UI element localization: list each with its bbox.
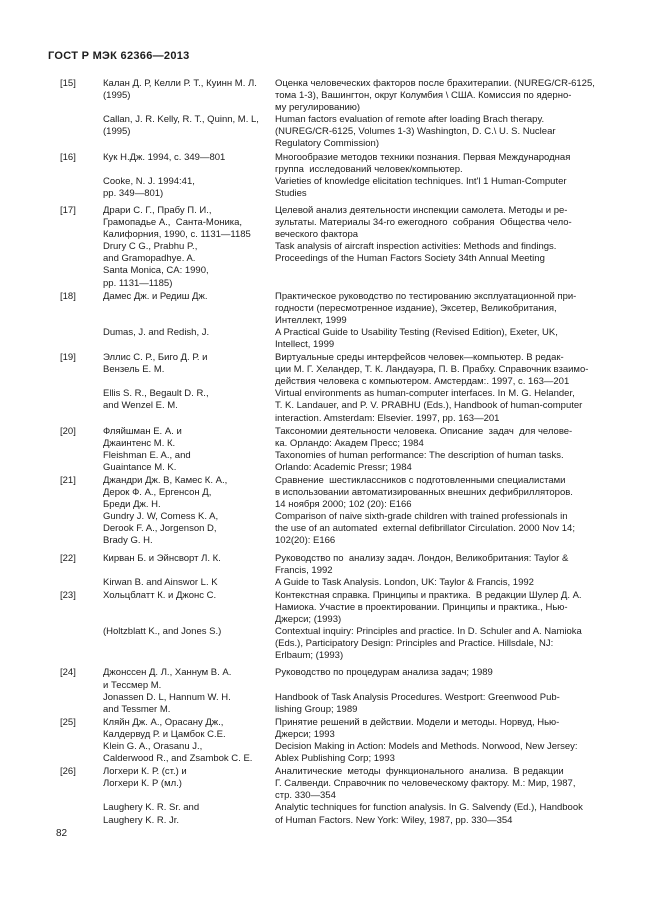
text-line: Studies — [275, 187, 307, 199]
text-line: Целевой анализ деятельности инспекции самолета. Методы и ре- — [275, 204, 568, 216]
text-line — [103, 376, 275, 388]
text-line — [103, 102, 275, 114]
text-line: в использовании автоматизированных внешних дефибрилляторов. — [275, 487, 573, 499]
text-line: [23] — [60, 589, 76, 601]
text-line: Decision Making in Action: Models and Methods. Norwood, New Jersey: — [275, 740, 578, 752]
text-line: Руководство по процедурам анализа задач; 1989 — [275, 667, 493, 679]
text-line: Orlando: Academic Pressr; 1984 — [275, 461, 412, 473]
text-line: Gundry J. W, Comess K. A, — [103, 511, 219, 523]
text-line: [17] — [60, 204, 76, 216]
reference-authors — [103, 667, 275, 715]
text-line: [20] — [60, 425, 76, 437]
reference-number — [60, 205, 103, 217]
text-line: Калан Д. Р, Келли Р. Т., Куинн М. Л. — [103, 78, 257, 89]
text-line: Многообразие методов техники познания. Первая Международная — [275, 151, 571, 163]
text-line: Сравнение шестиклассников с подготовленными специалистами — [275, 475, 566, 486]
text-line: Analytic techniques for function analysis. In G. Salvendy (Ed.), Handbook — [275, 802, 583, 814]
text-line: Джонссен Д. Л., Ханнум В. А. — [103, 667, 232, 679]
text-line: (Eds.), Participatory Design: Principles and Practice. Hillsdale, NJ: — [275, 638, 554, 650]
text-line: [21] — [60, 475, 76, 486]
text-line: Джаинтенс М. К. — [103, 437, 176, 449]
text-line: Эллис С. Р., Биго Д. Р. и — [103, 352, 208, 364]
text-line: Хольцблатт К. и Джонс С. — [103, 589, 217, 601]
text-line: Контекстная справка. Принципы и практика. В редакции Шулер Д. А. — [275, 589, 582, 601]
text-line: Г. Салвенди. Справочник по человеческому фактору. М.: Мир, 1987, — [275, 778, 576, 790]
text-line: Proceedings of the Human Factors Society 34th Annual Meeting — [275, 253, 545, 265]
text-line: 14 ноября 2000; 102 (20): E166 — [275, 499, 412, 511]
reference-authors — [103, 553, 275, 589]
text-line: Derook F. A., Jorgenson D, — [103, 523, 217, 535]
text-line — [103, 164, 275, 176]
text-line: A Practical Guide to Usability Testing (Revised Edition), Exeter, UK, — [275, 326, 558, 338]
text-line: Практическое руководство по тестированию эксплуатационной при- — [275, 290, 577, 302]
reference-description — [275, 475, 610, 548]
reference-description — [275, 205, 610, 265]
text-line — [103, 614, 275, 626]
text-line: T. K. Landauer, and P. V. PRABHU (Eds.), Handbook of human-computer — [275, 400, 583, 412]
text-line: Regulatory Commission) — [275, 138, 380, 150]
text-line: Таксономии деятельности человека. Описание задач для челове- — [275, 425, 573, 437]
reference-description — [275, 667, 610, 715]
text-line: Human factors evaluation of remote after loading Brach therapy. — [275, 114, 545, 126]
text-line: (NUREG/CR-6125, Volumes 1-3) Washington, D. C.\ U. S. Nuclear — [275, 126, 556, 138]
reference-row — [60, 205, 610, 290]
text-line: Кук Н.Дж. 1994, с. 349—801 — [103, 151, 226, 163]
reference-authors — [103, 717, 275, 765]
text-line: Handbook of Task Analysis Procedures. Westport: Greenwood Pub- — [275, 691, 560, 703]
reference-row — [60, 590, 610, 663]
text-line: Jonassen D. L, Hannum W. H. — [103, 691, 231, 703]
reference-authors — [103, 152, 275, 200]
text-line: Kirwan B. and Ainswor L. K — [103, 576, 218, 588]
text-line: Cooke, N. J. 1994:41, — [103, 175, 195, 187]
page-number: 82 — [56, 828, 68, 839]
text-line: Принятие решений в действии. Модели и методы. Норвуд, Нью- — [275, 716, 560, 728]
reference-description — [275, 590, 610, 663]
reference-row — [60, 352, 610, 425]
text-line: Бреди Дж. Н. — [103, 499, 161, 511]
reference-row — [60, 78, 610, 151]
text-line: Дерок Ф. А., Ергенсон Д, — [103, 487, 212, 499]
text-line: [25] — [60, 716, 76, 728]
text-line: Калифорния, 1990, с. 1131—1185 — [103, 229, 251, 241]
text-line — [103, 602, 275, 614]
text-line: and Wenzel E. M. — [103, 400, 178, 412]
reference-row — [60, 426, 610, 474]
text-line: Fleishman E. A., and — [103, 449, 191, 461]
text-line: 102(20): E166 — [275, 535, 336, 547]
text-line: Кляйн Дж. А., Орасану Дж., — [103, 716, 224, 728]
text-line: Намиока. Участие в проектировании. Принципы и практика., Нью- — [275, 601, 568, 613]
text-line: Ellis S. R., Begault D. R., — [103, 388, 209, 400]
text-line: pp. 349—801) — [103, 187, 164, 199]
text-line: Джерси; (1993) — [275, 614, 342, 626]
text-line — [103, 790, 275, 802]
reference-description — [275, 78, 610, 151]
text-line: стр. 330—354 — [275, 790, 336, 802]
text-line: Ablex Publishing Corp; 1993 — [275, 753, 395, 765]
reference-number — [60, 475, 103, 487]
text-line: Кирван Б. и Эйнсворт Л. К. — [103, 552, 221, 564]
references-list — [60, 78, 610, 828]
text-line: of Human Factors. New York: Wiley, 1987, pp. 330—354 — [275, 814, 513, 826]
text-line: тома 1-3), Вашингтон, округ Колумбия \ США. Комиссия по ядерно- — [275, 90, 572, 102]
text-line: and Tessmer M. — [103, 703, 171, 715]
reference-row — [60, 475, 610, 548]
text-line: Дамес Дж. и Редиш Дж. — [103, 290, 208, 302]
text-line: [16] — [60, 151, 76, 163]
text-line: pp. 1131—1185) — [103, 277, 173, 289]
text-line: [18] — [60, 290, 76, 302]
text-line: зультаты. Материалы 34-го ежегодного собрания Общества чело- — [275, 217, 572, 229]
reference-description — [275, 426, 610, 474]
text-line: A Guide to Task Analysis. London, UK: Taylor & Francis, 1992 — [275, 576, 534, 588]
text-line: [15] — [60, 78, 76, 89]
reference-authors — [103, 291, 275, 339]
reference-authors — [103, 475, 275, 548]
text-line: Task analysis of aircraft inspection activities: Methods and findings. — [275, 241, 557, 253]
text-line: Santa Monica, CA: 1990, — [103, 265, 209, 277]
text-line — [103, 315, 275, 327]
text-line: (1995) — [103, 90, 131, 102]
text-line: Грамопадье А., Санта-Моника, — [103, 217, 243, 229]
text-line: и Тессмер М. — [103, 679, 162, 691]
text-line: Руководство по анализу задач. Лондон, Великобритания: Taylor & — [275, 552, 569, 564]
text-line: [24] — [60, 667, 76, 679]
text-line: Джандри Дж. В, Камес К. А., — [103, 475, 228, 486]
reference-number — [60, 352, 103, 364]
text-line: Virtual environments as human-computer interfaces. In M. G. Helander, — [275, 388, 575, 400]
text-line: [22] — [60, 552, 76, 564]
text-line — [275, 680, 610, 692]
reference-row — [60, 667, 610, 715]
text-line: Taxonomies of human performance: The description of human tasks. — [275, 449, 564, 461]
document-header: ГОСТ Р МЭК 62366—2013 — [48, 50, 190, 62]
reference-description — [275, 766, 610, 826]
reference-authors — [103, 205, 275, 290]
text-line: Drury C G., Prabhu P., — [103, 241, 198, 253]
text-line: Аналитические методы функционального анализа. В редакции — [275, 766, 564, 778]
text-line: Логхери К. Р (мл.) — [103, 778, 182, 790]
text-line: interaction. Amsterdam: Elsevier. 1997, pp. 163—201 — [275, 412, 500, 424]
text-line: Erlbaum; (1993) — [275, 650, 344, 662]
text-line: and Gramopadhye. A. — [103, 253, 196, 265]
reference-row — [60, 152, 610, 200]
text-line: Klein G. A., Orasanu J., — [103, 740, 203, 752]
text-line: Интеллект, 1999 — [275, 314, 347, 326]
text-line: (1995) — [103, 126, 131, 138]
text-line: Фляйшман Е. А. и — [103, 425, 182, 437]
text-line: the use of an automated external defibrillator Circulation. 2000 Nov 14; — [275, 523, 575, 535]
reference-authors — [103, 352, 275, 412]
text-line: Francis, 1992 — [275, 564, 333, 576]
reference-number — [60, 667, 103, 679]
text-line: ка. Орландо: Академ Пресс; 1984 — [275, 437, 424, 449]
text-line: действия человека с компьютером. Амстердам:. 1997, с. 163—201 — [275, 376, 570, 388]
reference-number — [60, 717, 103, 729]
text-line: Логхери К. Р. (ст.) и — [103, 766, 187, 778]
reference-number — [60, 590, 103, 602]
text-line: Calderwood R., and Zsambok C. E. — [103, 753, 253, 765]
text-line: [19] — [60, 352, 76, 364]
text-line: lishing Group; 1989 — [275, 703, 358, 715]
reference-row — [60, 553, 610, 589]
reference-number — [60, 78, 103, 90]
text-line: Джерси; 1993 — [275, 728, 335, 740]
reference-number — [60, 426, 103, 438]
text-line: Вензель Е. М. — [103, 364, 165, 376]
reference-description — [275, 717, 610, 765]
text-line: Brady G. H. — [103, 535, 153, 547]
reference-number — [60, 766, 103, 778]
text-line — [103, 303, 275, 315]
reference-description — [275, 291, 610, 351]
text-line: Contextual inquiry: Principles and practice. In D. Schuler and A. Namioka — [275, 626, 582, 638]
text-line: годности (пересмотренное издание), Эксетер, Великобритания, — [275, 302, 557, 314]
reference-description — [275, 553, 610, 589]
reference-description — [275, 352, 610, 425]
text-line: Калдервуд Р. и Цамбок С.Е. — [103, 728, 226, 740]
text-line: Callan, J. R. Kelly, R. T., Quinn, M. L, — [103, 114, 259, 126]
reference-authors — [103, 590, 275, 638]
text-line: (Holtzblatt K., and Jones S.) — [103, 626, 222, 638]
text-line: [26] — [60, 766, 76, 778]
text-line: Comparison of naive sixth-grade children with trained professionals in — [275, 511, 568, 523]
text-line: веческого фактора — [275, 229, 359, 241]
reference-description — [275, 152, 610, 200]
text-line: му регулированию) — [275, 102, 361, 114]
text-line: группа исследований человек/компьютер. — [275, 163, 463, 175]
reference-row — [60, 291, 610, 351]
reference-authors — [103, 766, 275, 826]
text-line: Guaintance M. K. — [103, 461, 177, 473]
text-line: Intellect, 1999 — [275, 338, 335, 350]
reference-row — [60, 717, 610, 765]
text-line: Laughery K. R. Jr. — [103, 814, 180, 826]
reference-authors — [103, 78, 275, 138]
text-line: Laughery K. R. Sr. and — [103, 802, 200, 814]
text-line: Dumas, J. and Redish, J. — [103, 326, 210, 338]
text-line: Виртуальные среды интерфейсов человек—компьютер. В редак- — [275, 352, 564, 364]
reference-number — [60, 553, 103, 565]
reference-number — [60, 291, 103, 303]
text-line: Varieties of knowledge elicitation techniques. Int'l 1 Human-Computer — [275, 175, 567, 187]
text-line: ции М. Г. Хеландер, Т. К. Ландауэра, П. В. Прабху. Справочник взаимо- — [275, 364, 589, 376]
reference-number — [60, 152, 103, 164]
text-line: Драри С. Г., Прабу П. И., — [103, 204, 212, 216]
text-line — [103, 565, 275, 577]
reference-row — [60, 766, 610, 826]
text-line: Оценка человеческих факторов после брахитерапии. (NUREG/CR-6125, — [275, 78, 595, 89]
reference-authors — [103, 426, 275, 474]
